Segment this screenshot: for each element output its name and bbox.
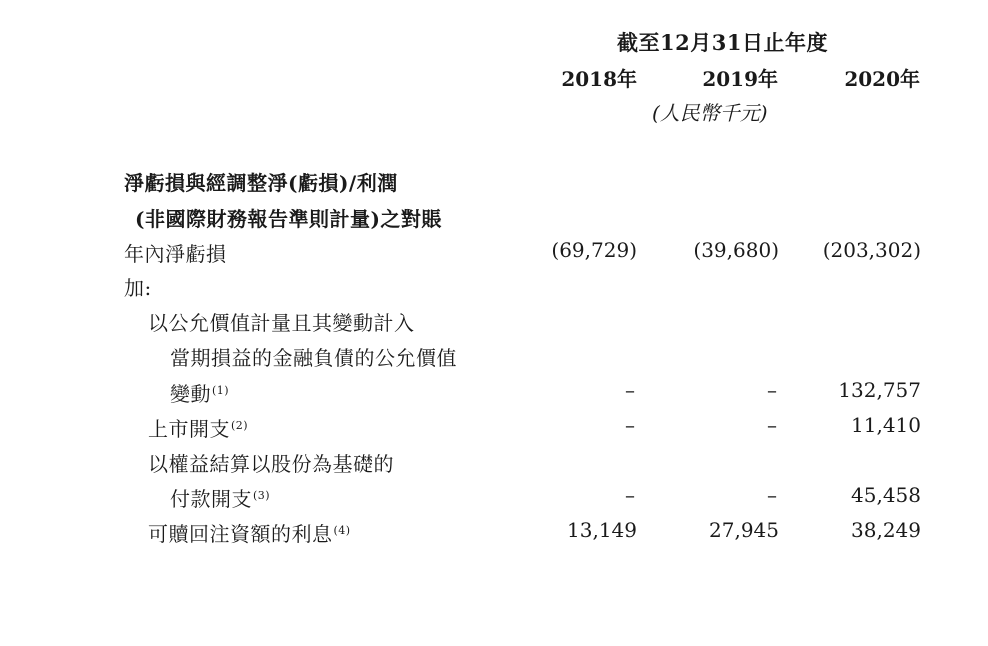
unit-label: (人民幣千元): [652, 101, 768, 125]
fv-change-text: 變動: [170, 382, 211, 406]
share-based-text: 付款開支: [170, 487, 252, 511]
value-net-loss-2020: (203,302): [822, 238, 921, 262]
period-heading: 截至12月31日止年度: [617, 30, 828, 55]
row-label-interest: [148, 518, 351, 547]
value-share-based-2020: 45,458: [851, 483, 921, 507]
row-label-fv-change-line2: 當期損益的金融負債的公允價值: [170, 346, 457, 370]
value-listing-2018: –: [625, 413, 635, 437]
row-label-net-loss: 年內淨虧損: [124, 242, 227, 266]
row-label-share-based-line1: 以權益結算以股份為基礎的: [148, 452, 394, 476]
row-label-fv-change-line3: [170, 378, 229, 407]
value-listing-2020: 11,410: [851, 413, 921, 437]
year-header-2019: 2019年: [702, 67, 778, 91]
footnote-marker-1: (1): [212, 384, 230, 397]
footnote-marker-3: (3): [253, 489, 271, 502]
footnote-marker-4: (4): [333, 524, 351, 537]
row-label-share-based-line2: [170, 483, 270, 512]
value-interest-2018: 13,149: [567, 518, 637, 542]
value-fv-change-2018: –: [625, 378, 635, 402]
value-share-based-2019: –: [767, 483, 777, 507]
value-interest-2020: 38,249: [851, 518, 921, 542]
value-net-loss-2018: (69,729): [551, 238, 637, 262]
footnote-marker-2: (2): [231, 419, 249, 432]
section-title-line1: 淨虧損與經調整淨(虧損)/利潤: [124, 171, 398, 195]
row-label-fv-change-line1: 以公允價值計量且其變動計入: [148, 311, 415, 335]
value-share-based-2018: –: [625, 483, 635, 507]
value-listing-2019: –: [767, 413, 777, 437]
value-interest-2019: 27,945: [709, 518, 779, 542]
row-label-add: 加:: [124, 276, 152, 300]
year-header-2020: 2020年: [844, 67, 920, 91]
listing-text: 上市開支: [148, 417, 230, 441]
row-label-listing: [148, 413, 248, 442]
value-net-loss-2019: (39,680): [693, 238, 779, 262]
interest-text: 可贖回注資額的利息: [148, 522, 333, 546]
section-title-line2: (非國際財務報告準則計量)之對賬: [135, 207, 442, 231]
year-header-2018: 2018年: [561, 67, 637, 91]
value-fv-change-2019: –: [767, 378, 777, 402]
value-fv-change-2020: 132,757: [838, 378, 921, 402]
